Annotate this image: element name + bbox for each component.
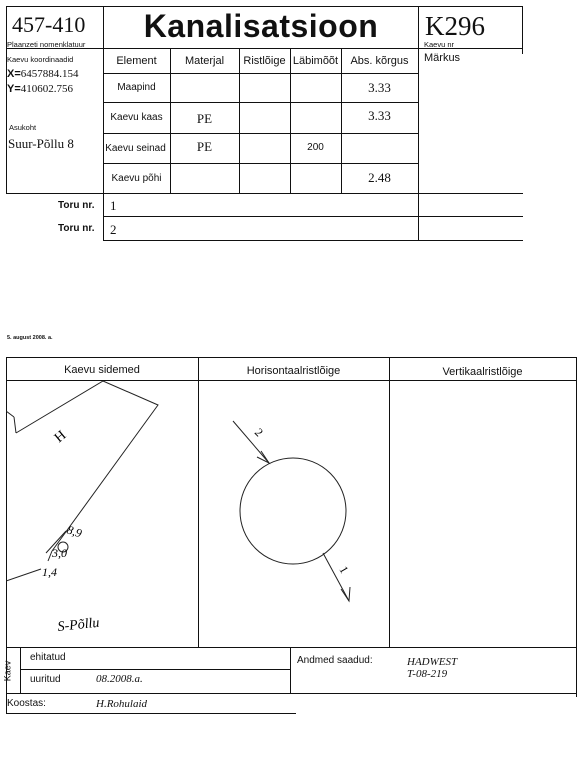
pipe-value: 1 <box>110 198 117 213</box>
well-label: Kaevu nr <box>424 40 455 49</box>
side-label: Kaev <box>2 660 13 682</box>
pipe-out-label: 1 <box>336 563 352 576</box>
col-element: Element <box>116 55 157 67</box>
col-ristloige: Ristlõige <box>243 55 286 67</box>
horizontal-section-sketch <box>199 381 389 647</box>
surveyed-label: ehitatud <box>30 652 66 663</box>
data-label: Andmed saadud: <box>297 655 373 666</box>
row-element: Maapind <box>117 82 156 93</box>
distance-label: 3,0 <box>52 546 67 560</box>
col-korgus: Abs. kõrgus <box>350 55 409 67</box>
author-value: H.Rohulaid <box>96 698 148 710</box>
y-value: 410602.756 <box>20 83 74 95</box>
row-materjal: PE <box>196 139 213 154</box>
row-element: Kaevu seinad <box>105 143 166 154</box>
data-value-1: HADWEST <box>407 656 458 668</box>
row-korgus: 3.33 <box>368 108 391 123</box>
well-id: K296 <box>425 11 485 41</box>
x-label: X= <box>7 68 21 80</box>
sheet-label: Plaanzeti nomenklatuur <box>7 40 86 49</box>
ties-sketch <box>6 381 198 647</box>
row-element: Kaevu kaas <box>110 112 163 123</box>
sheet-number: 457-410 <box>12 12 86 37</box>
distance-label: 8,9 <box>65 522 84 541</box>
row-korgus: 3.33 <box>368 80 391 95</box>
y-coordinate <box>7 83 73 95</box>
h-label: H <box>51 428 70 447</box>
coordinates-label: Kaevu koordinaadid <box>7 55 74 64</box>
data-value-2: T-08-219 <box>407 668 448 680</box>
col-markus: Märkus <box>424 52 461 64</box>
row-labimoot: 200 <box>307 142 324 153</box>
row-materjal: PE <box>196 111 213 126</box>
location-label: Asukoht <box>9 123 37 132</box>
row-element: Kaevu põhi <box>111 173 162 184</box>
pipe-in-label: 2 <box>251 425 267 440</box>
pipe-label: Toru nr. <box>58 200 95 211</box>
examined-label: uuritud <box>30 674 61 685</box>
x-coordinate <box>7 68 79 80</box>
section-horizontal-title: Horisontaalristlõige <box>246 365 341 377</box>
pipe-value: 2 <box>110 222 117 237</box>
examined-value: 08.2008.a. <box>96 673 143 685</box>
y-label: Y= <box>7 83 21 95</box>
location-value: Suur-Põllu 8 <box>8 136 74 151</box>
page-title: Kanalisatsioon <box>143 8 379 44</box>
section-ties-title: Kaevu sidemed <box>64 364 140 376</box>
x-value: 6457884.154 <box>20 68 79 80</box>
street-label: S-Põllu <box>56 615 101 635</box>
col-labimoot: Läbimõõt <box>292 55 339 67</box>
row-korgus: 2.48 <box>368 170 391 185</box>
pipe-label: Toru nr. <box>58 223 95 234</box>
col-materjal: Materjal <box>184 55 225 67</box>
author-label: Koostas: <box>7 698 46 709</box>
distance-label: 1,4 <box>42 565 57 579</box>
section-vertical-title: Vertikaalristlõige <box>442 366 523 378</box>
well-circle <box>240 458 346 564</box>
date-line: 5. august 2008. a. <box>7 335 53 341</box>
